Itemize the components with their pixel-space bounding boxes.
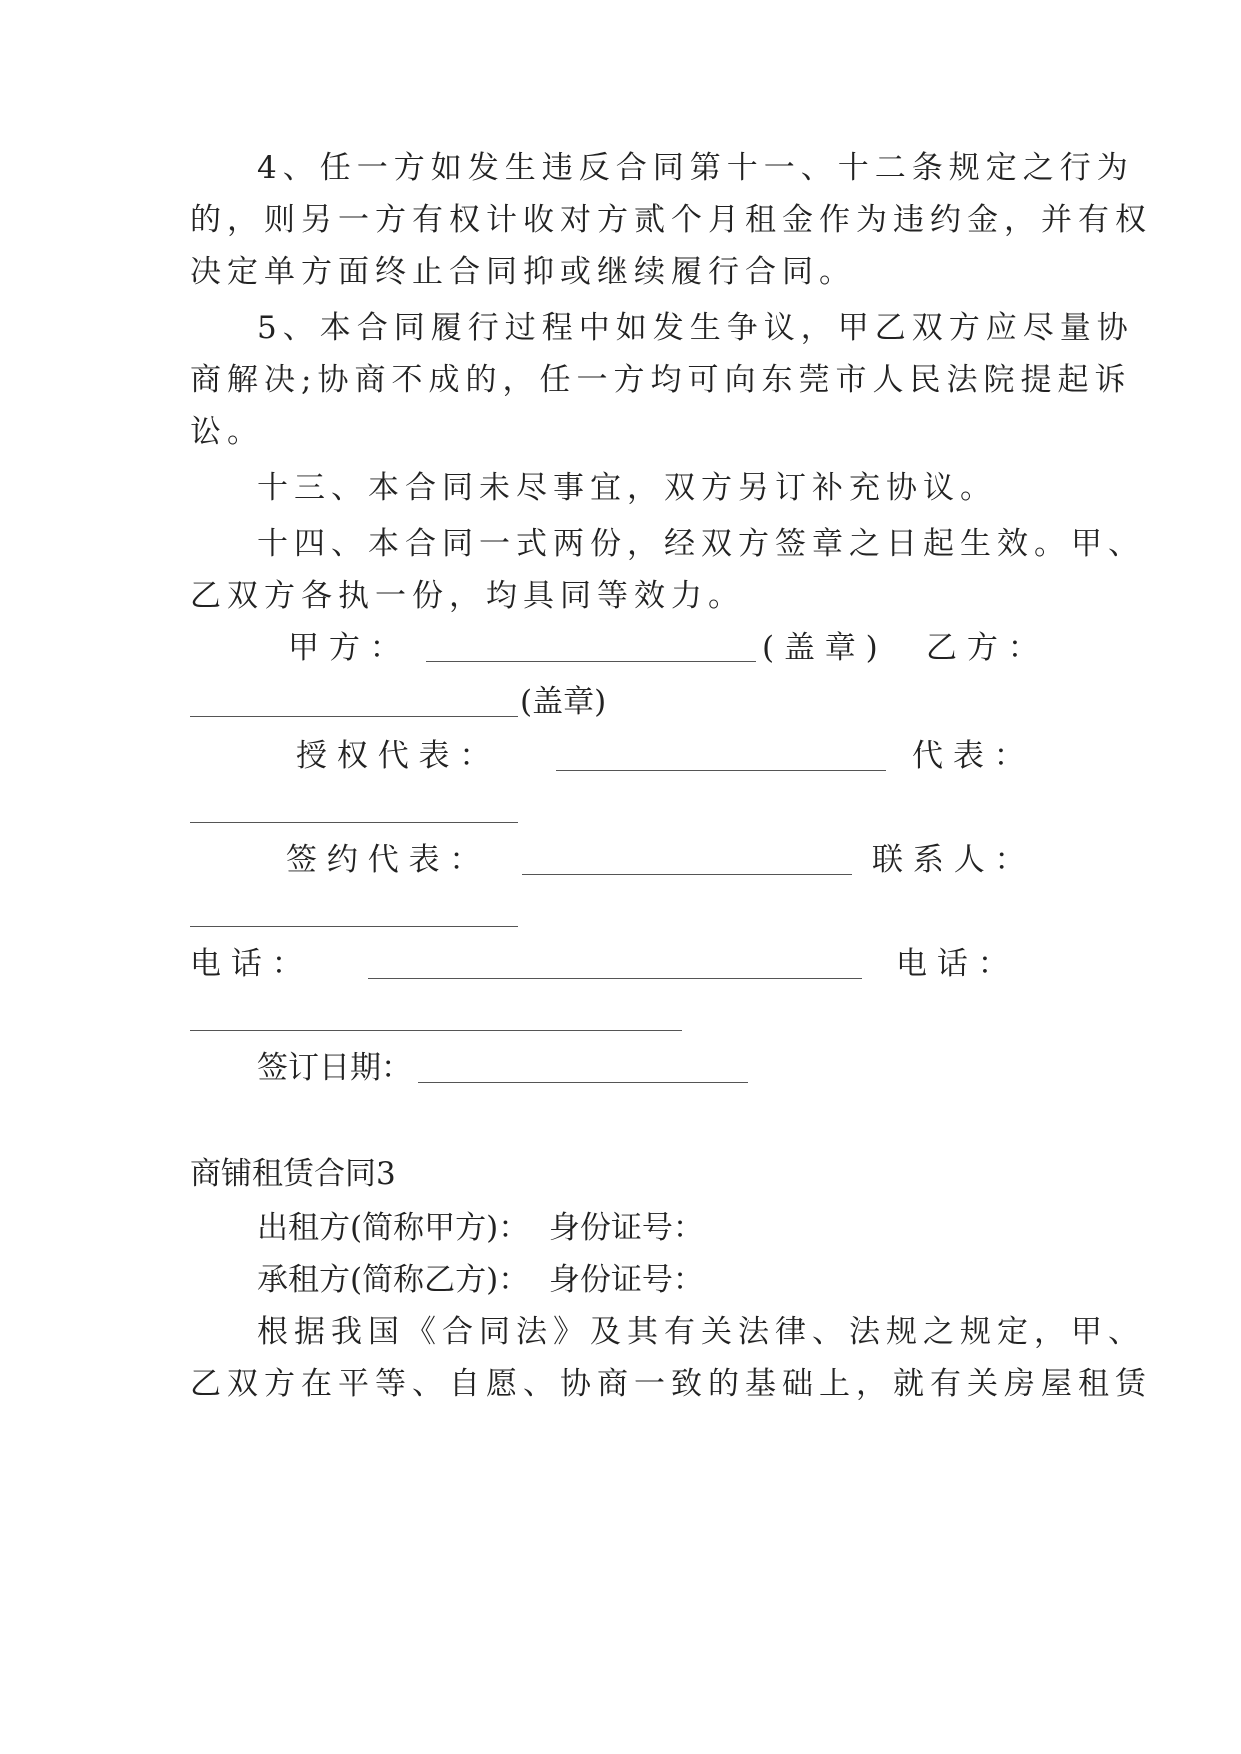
article-13: 十三、本合同未尽事宜，双方另订补充协议。: [257, 470, 997, 506]
sign-date-blank: [418, 1082, 748, 1083]
rep-label: 代 表 ：: [912, 738, 1025, 774]
party-a-label: 甲 方 ：: [288, 630, 401, 666]
contact-blank: [190, 926, 518, 927]
basis-line-1: 根据我国《合同法》及其有关法律、法规之规定，甲、: [257, 1314, 1145, 1350]
clause-4-line-1: 4、任一方如发生违反合同第十一、十二条规定之行为: [257, 150, 1134, 186]
phone-b-blank: [190, 1030, 682, 1031]
lessee-line: 承租方(简称乙方)： 身份证号：: [257, 1262, 704, 1298]
auth-rep-blank: [556, 770, 886, 771]
rep-blank: [190, 822, 518, 823]
phone-a-blank: [368, 978, 862, 979]
article-14-line-1: 十四、本合同一式两份，经双方签章之日起生效。甲、: [257, 526, 1145, 562]
contract-3-title: 商铺租赁合同3: [190, 1156, 396, 1192]
lessor-line: 出租方(简称甲方)： 身份证号：: [257, 1210, 704, 1246]
party-b-blank: [190, 716, 518, 717]
clause-4-line-2: 的，则另一方有权计收对方贰个月租金作为违约金，并有权: [190, 202, 1152, 238]
party-b-seal: (盖章): [520, 684, 607, 720]
phone-a-label: 电 话 ：: [190, 946, 303, 982]
clause-5-line-3: 讼。: [190, 414, 264, 450]
phone-b-label: 电 话 ：: [896, 946, 1009, 982]
clause-5-line-1: 5、本合同履行过程中如发生争议，甲乙双方应尽量协: [257, 310, 1134, 346]
sign-date-label: 签订日期：: [257, 1050, 412, 1086]
party-b-label: 乙 方 ：: [926, 630, 1039, 666]
clause-4-line-3: 决定单方面终止合同抑或继续履行合同。: [190, 254, 856, 290]
contact-label: 联 系 人 ：: [872, 842, 1026, 878]
sign-rep-blank: [522, 874, 852, 875]
party-a-seal: ( 盖 章 ): [762, 630, 878, 666]
sign-rep-label: 签 约 代 表 ：: [286, 842, 481, 878]
basis-line-2: 乙双方在平等、自愿、协商一致的基础上，就有关房屋租赁: [190, 1366, 1152, 1402]
clause-5-line-2: 商解决;协商不成的，任一方均可向东莞市人民法院提起诉: [190, 362, 1132, 398]
party-a-blank: [426, 661, 756, 662]
article-14-line-2: 乙双方各执一份，均具同等效力。: [190, 578, 745, 614]
auth-rep-label: 授 权 代 表 ：: [296, 738, 491, 774]
